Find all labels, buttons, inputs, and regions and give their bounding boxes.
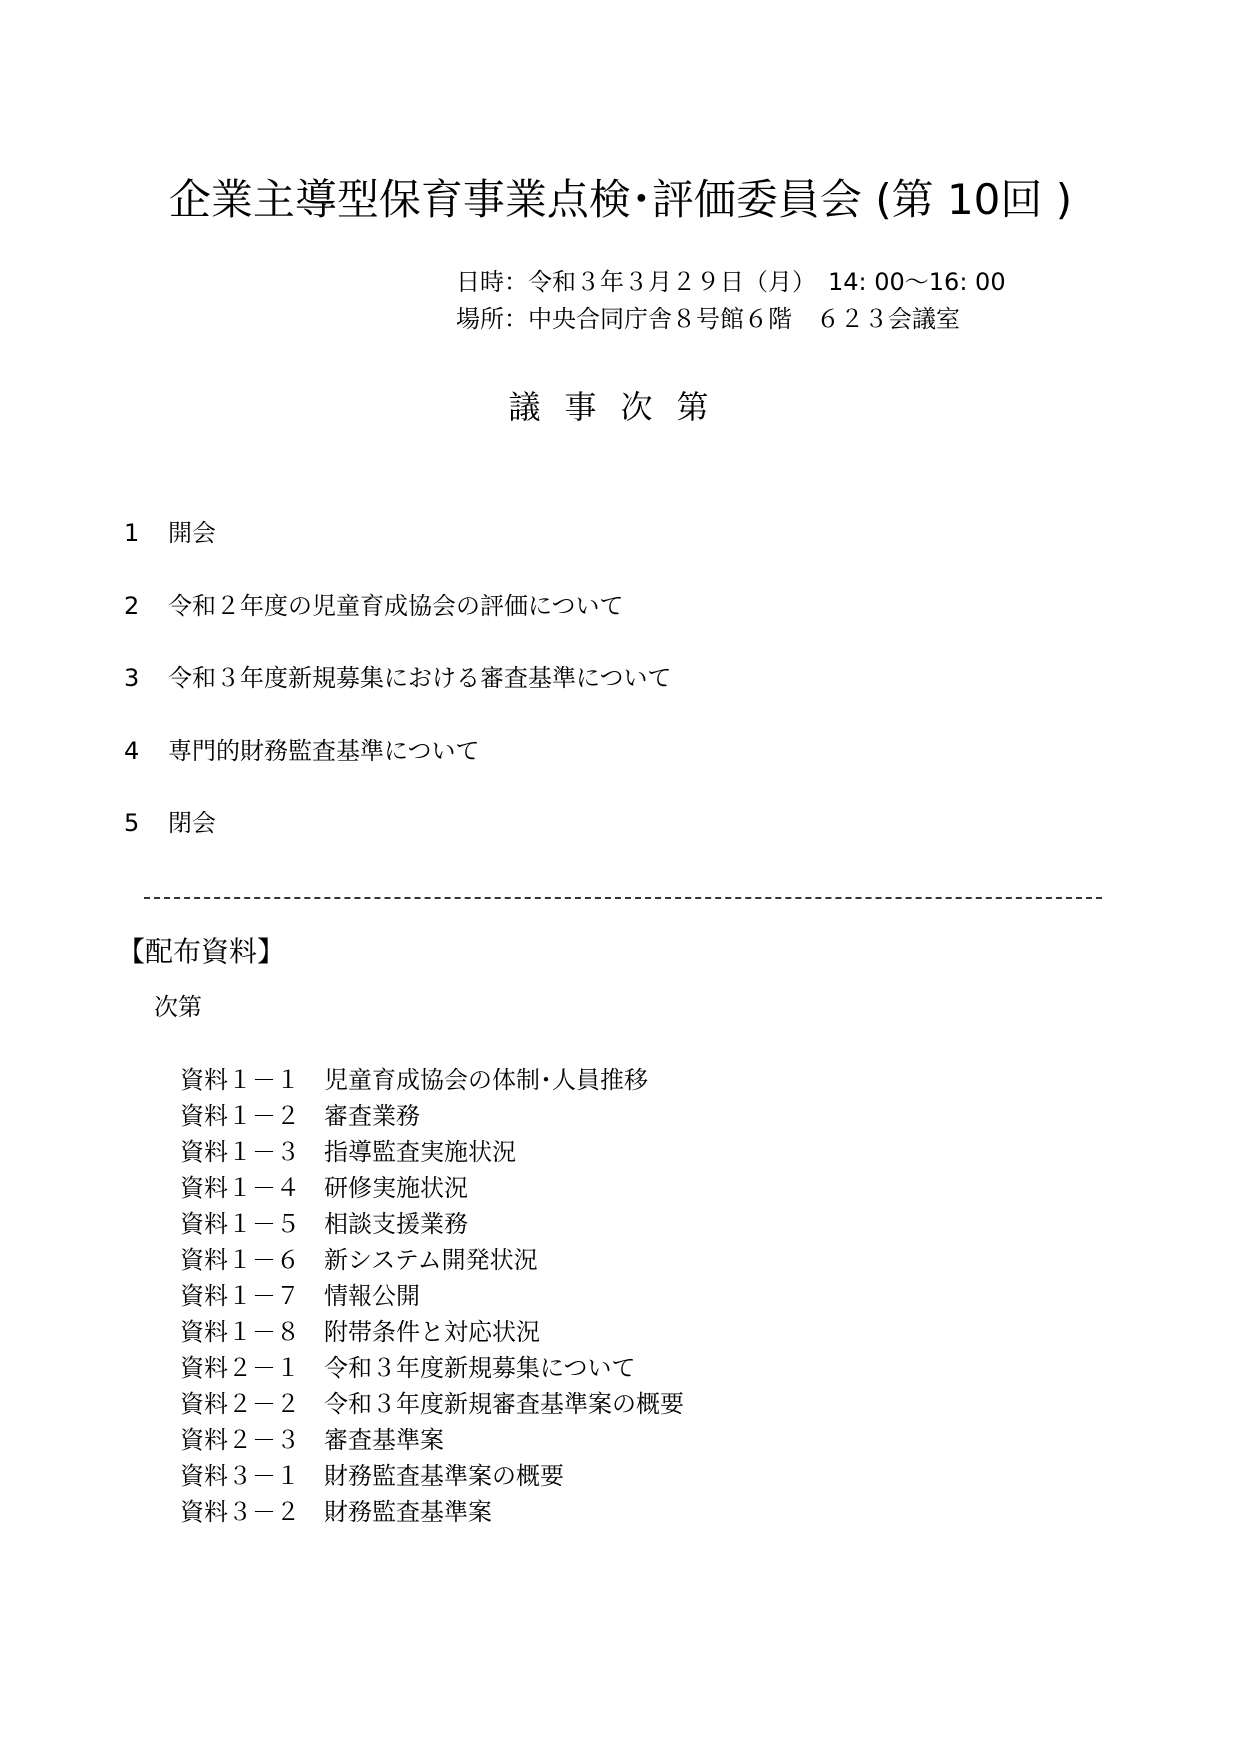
material-item bbox=[180, 1134, 684, 1170]
material-code: 資料１－７ bbox=[180, 1282, 300, 1310]
material-code: 資料２－１ bbox=[180, 1354, 300, 1382]
material-title: 審査業務 bbox=[324, 1102, 420, 1130]
material-code: 資料１－６ bbox=[180, 1246, 300, 1274]
material-code: 資料３－１ bbox=[180, 1462, 300, 1490]
agenda-item bbox=[124, 806, 672, 879]
material-code: 資料２－３ bbox=[180, 1426, 300, 1454]
materials-section-subtitle: 次第 bbox=[154, 993, 202, 1021]
material-item bbox=[180, 1170, 684, 1206]
agenda-item-text: 令和３年度新規募集における審査基準について bbox=[168, 664, 672, 692]
material-code: 資料１－５ bbox=[180, 1210, 300, 1238]
material-title: 情報公開 bbox=[324, 1282, 420, 1310]
material-title: 財務監査基準案の概要 bbox=[324, 1462, 564, 1490]
material-title: 相談支援業務 bbox=[324, 1210, 468, 1238]
material-title: 令和３年度新規募集について bbox=[324, 1354, 636, 1382]
agenda-item-number: 4 bbox=[124, 736, 140, 765]
material-title: 新システム開発状況 bbox=[324, 1246, 538, 1274]
material-title: 審査基準案 bbox=[324, 1426, 444, 1454]
agenda-heading: 議事次第 bbox=[508, 388, 733, 426]
material-item bbox=[180, 1098, 684, 1134]
agenda-item bbox=[124, 516, 672, 589]
material-item bbox=[180, 1386, 684, 1422]
agenda-item-text: 令和２年度の児童育成協会の評価について bbox=[168, 591, 624, 620]
material-title: 指導監査実施状況 bbox=[324, 1138, 516, 1166]
material-code: 資料２－２ bbox=[180, 1390, 300, 1418]
agenda-item-number: 5 bbox=[124, 809, 140, 837]
material-item bbox=[180, 1422, 684, 1458]
material-code: 資料１－１ bbox=[180, 1066, 300, 1094]
materials-section-title: 【配布資料】 bbox=[117, 935, 286, 968]
material-item bbox=[180, 1458, 684, 1494]
agenda-list bbox=[124, 516, 672, 879]
material-item bbox=[180, 1242, 684, 1278]
material-code: 資料１－８ bbox=[180, 1318, 300, 1346]
material-code: 資料１－２ bbox=[180, 1102, 300, 1130]
material-code: 資料１－４ bbox=[180, 1174, 300, 1202]
agenda-item bbox=[124, 734, 672, 807]
agenda-item-number: 1 bbox=[124, 519, 140, 547]
materials-list bbox=[180, 1062, 684, 1530]
agenda-item-number: 3 bbox=[124, 664, 140, 692]
material-title: 児童育成協会の体制･人員推移 bbox=[324, 1066, 648, 1094]
material-code: 資料１－３ bbox=[180, 1138, 300, 1166]
dashed-divider bbox=[144, 897, 1102, 899]
material-item bbox=[180, 1062, 684, 1098]
material-item bbox=[180, 1350, 684, 1386]
agenda-item-text: 開会 bbox=[168, 519, 216, 547]
material-title: 研修実施状況 bbox=[324, 1174, 468, 1202]
agenda-item bbox=[124, 589, 672, 662]
agenda-item-text: 閉会 bbox=[168, 809, 216, 837]
material-item bbox=[180, 1494, 684, 1530]
material-title: 附帯条件と対応状況 bbox=[324, 1318, 540, 1346]
agenda-item-text: 専門的財務監査基準について bbox=[168, 736, 480, 765]
material-item bbox=[180, 1206, 684, 1242]
agenda-item-number: 2 bbox=[124, 591, 140, 620]
meeting-place: 場所：中央合同庁舎８号館６階 ６２３会議室 bbox=[456, 305, 960, 333]
material-item bbox=[180, 1314, 684, 1350]
material-code: 資料３－２ bbox=[180, 1498, 300, 1526]
agenda-item bbox=[124, 661, 672, 734]
material-title: 財務監査基準案 bbox=[324, 1498, 492, 1526]
material-title: 令和３年度新規審査基準案の概要 bbox=[324, 1390, 684, 1418]
material-item bbox=[180, 1278, 684, 1314]
meeting-date: 日時：令和３年３月２９日（月） 14: 00～16: 00 bbox=[456, 268, 1006, 296]
document-title: 企業主導型保育事業点検･評価委員会 (第 10回 ) bbox=[168, 175, 1073, 224]
